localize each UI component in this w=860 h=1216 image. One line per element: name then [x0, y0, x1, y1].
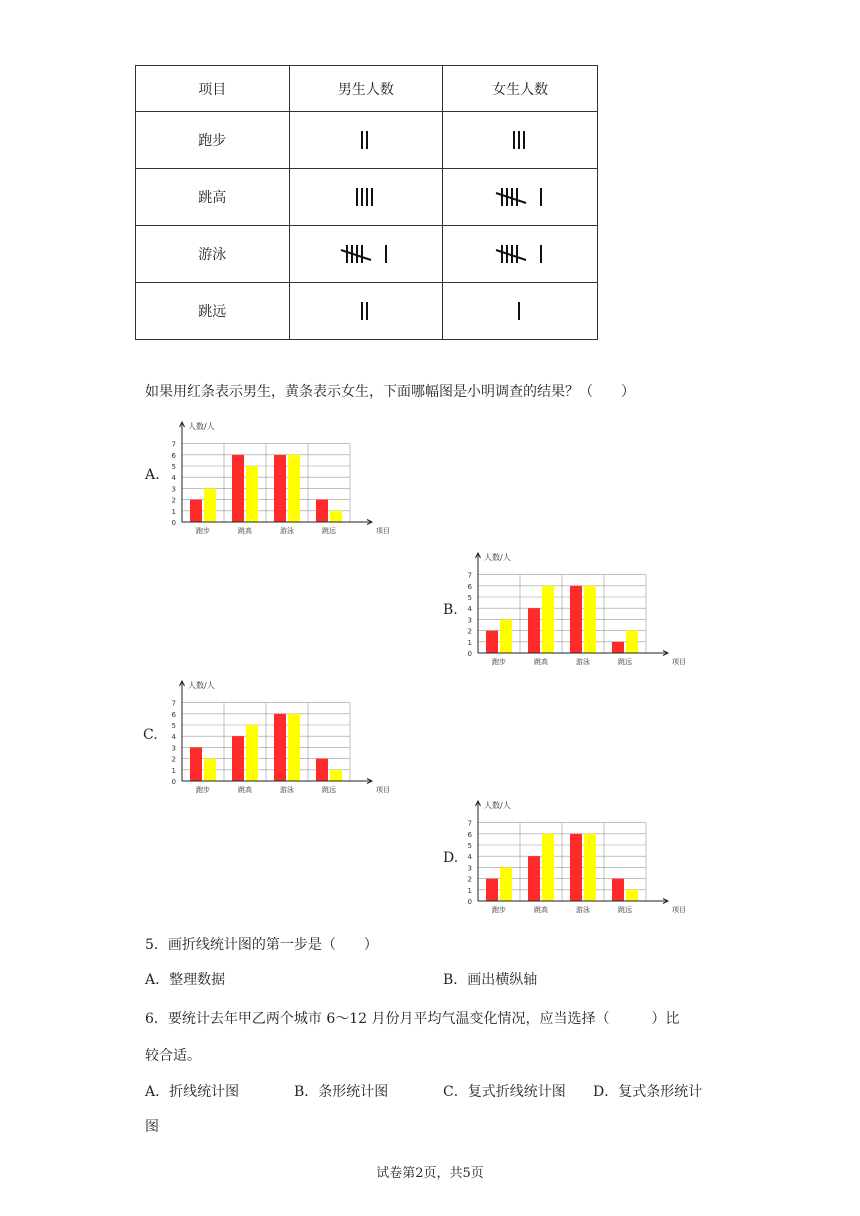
bar-chart	[170, 679, 390, 801]
chart-option-b	[466, 551, 686, 673]
y-axis-label: 人数/人	[484, 553, 511, 562]
bar-girls	[246, 725, 258, 781]
tally-marks	[494, 242, 547, 266]
y-tick-label: 6	[467, 582, 472, 591]
x-tick-label: 跳远	[322, 786, 336, 794]
x-tick-label: 跑步	[196, 527, 210, 535]
row-label: 跳远	[136, 283, 290, 340]
bar-boys	[486, 631, 498, 653]
bar-girls	[584, 586, 596, 653]
tally-marks	[359, 128, 373, 152]
bar-boys	[486, 879, 498, 901]
tally-girls	[443, 283, 598, 340]
y-tick-label: 2	[467, 875, 472, 884]
bar-boys	[190, 747, 202, 781]
question-4-text: 如果用红条表示男生，黄条表示女生，下面哪幅图是小明调查的结果？（ ）	[145, 384, 635, 400]
x-tick-label: 跑步	[196, 786, 210, 794]
option-d-label: D.	[443, 850, 459, 866]
y-axis-label: 人数/人	[188, 681, 215, 690]
bar-girls	[330, 511, 342, 522]
bar-boys	[612, 642, 624, 653]
bar-girls	[330, 770, 342, 781]
bar-chart	[170, 420, 390, 542]
question-6-option-d-cont: 图	[145, 1119, 159, 1135]
x-axis-label: 项目	[672, 658, 686, 666]
bar-boys	[190, 500, 202, 522]
bar-girls	[246, 466, 258, 522]
bar-girls	[204, 488, 216, 522]
bar-girls	[542, 586, 554, 653]
tally-girls	[443, 112, 598, 169]
header-boys: 男生人数	[289, 66, 443, 112]
y-tick-label: 1	[467, 886, 472, 895]
chart-option-a	[170, 420, 390, 542]
tally-boys	[289, 226, 443, 283]
y-tick-label: 3	[467, 864, 472, 873]
bar-chart	[466, 551, 686, 673]
table-header-row	[136, 66, 598, 112]
row-label: 跳高	[136, 169, 290, 226]
header-item: 项目	[136, 66, 290, 112]
bar-girls	[584, 834, 596, 901]
y-tick-label: 2	[171, 496, 176, 505]
row-label: 游泳	[136, 226, 290, 283]
x-axis-label: 项目	[376, 527, 390, 535]
question-6-option-c: C．复式折线统计图	[443, 1084, 566, 1100]
question-6-option-b: B．条形统计图	[294, 1084, 389, 1100]
bar-girls	[204, 759, 216, 781]
tally-girls	[443, 169, 598, 226]
question-5-option-a: A．整理数据	[145, 972, 226, 988]
bar-boys	[232, 455, 244, 522]
question-6-option-d: D．复式条形统计	[593, 1084, 703, 1100]
y-tick-label: 6	[171, 451, 176, 460]
chart-option-c	[170, 679, 390, 801]
bar-boys	[570, 834, 582, 901]
bar-girls	[288, 714, 300, 781]
table-row	[136, 226, 598, 283]
y-tick-label: 7	[171, 440, 176, 449]
y-tick-label: 0	[171, 778, 176, 786]
y-axis-label: 人数/人	[484, 801, 511, 810]
question-6-option-a: A．折线统计图	[145, 1084, 240, 1100]
y-tick-label: 2	[171, 755, 176, 764]
tally-marks	[511, 128, 530, 152]
tally-boys	[289, 169, 443, 226]
tally-marks	[494, 185, 547, 209]
bar-girls	[500, 867, 512, 901]
bar-boys	[612, 879, 624, 901]
option-a-label: A.	[145, 467, 160, 483]
bar-girls	[288, 455, 300, 522]
y-tick-label: 0	[467, 898, 472, 906]
y-tick-label: 6	[467, 830, 472, 839]
tally-marks	[354, 185, 378, 209]
question-6-line1: 6．要统计去年甲乙两个城市 6～12 月份月平均气温变化情况，应当选择（ ）比	[145, 1011, 680, 1027]
x-tick-label: 跳高	[238, 527, 252, 535]
row-label: 跑步	[136, 112, 290, 169]
x-axis-label: 项目	[376, 786, 390, 794]
question-5-text: 5．画折线统计图的第一步是（ ）	[145, 937, 378, 953]
y-tick-label: 3	[467, 616, 472, 625]
table-row	[136, 112, 598, 169]
y-tick-label: 4	[171, 733, 176, 742]
page-footer: 试卷第2页，共5页	[376, 1166, 484, 1181]
bar-boys	[528, 856, 540, 901]
bar-girls	[542, 834, 554, 901]
x-axis-label: 项目	[672, 906, 686, 914]
question-6-line2: 较合适。	[145, 1048, 201, 1064]
table-row	[136, 283, 598, 340]
x-tick-label: 游泳	[280, 527, 294, 535]
y-tick-label: 0	[171, 519, 176, 527]
bar-boys	[570, 586, 582, 653]
tally-marks	[359, 299, 373, 323]
bar-girls	[626, 890, 638, 901]
y-tick-label: 1	[171, 507, 176, 516]
bar-chart	[466, 799, 686, 921]
tally-boys	[289, 283, 443, 340]
y-tick-label: 3	[171, 485, 176, 494]
bar-boys	[274, 455, 286, 522]
y-tick-label: 7	[467, 571, 472, 580]
option-b-label: B.	[443, 602, 458, 618]
bar-boys	[316, 759, 328, 781]
question-5-option-b: B．画出横纵轴	[443, 972, 538, 988]
bar-boys	[528, 608, 540, 653]
table-row	[136, 169, 598, 226]
y-tick-label: 5	[467, 594, 472, 602]
y-axis-label: 人数/人	[188, 422, 215, 431]
x-tick-label: 跳高	[534, 658, 548, 666]
tally-marks	[516, 299, 525, 323]
x-tick-label: 跳高	[534, 906, 548, 914]
y-tick-label: 6	[171, 710, 176, 719]
x-tick-label: 游泳	[280, 786, 294, 794]
x-tick-label: 跑步	[492, 658, 506, 666]
header-girls: 女生人数	[443, 66, 598, 112]
y-tick-label: 5	[467, 842, 472, 850]
y-tick-label: 2	[467, 627, 472, 636]
bar-girls	[500, 619, 512, 653]
y-tick-label: 1	[467, 638, 472, 647]
y-tick-label: 7	[171, 699, 176, 708]
y-tick-label: 0	[467, 650, 472, 658]
bar-girls	[626, 631, 638, 653]
y-tick-label: 1	[171, 766, 176, 775]
bar-boys	[316, 500, 328, 522]
y-tick-label: 4	[467, 853, 472, 862]
x-tick-label: 游泳	[576, 906, 590, 914]
y-tick-label: 5	[171, 463, 176, 471]
x-tick-label: 跳远	[322, 527, 336, 535]
x-tick-label: 跳远	[618, 906, 632, 914]
y-tick-label: 5	[171, 722, 176, 730]
tally-girls	[443, 226, 598, 283]
y-tick-label: 4	[171, 474, 176, 483]
x-tick-label: 跳高	[238, 786, 252, 794]
y-tick-label: 7	[467, 819, 472, 828]
tally-table	[135, 65, 598, 340]
option-c-label: C.	[143, 727, 158, 743]
y-tick-label: 4	[467, 605, 472, 614]
x-tick-label: 跑步	[492, 906, 506, 914]
y-tick-label: 3	[171, 744, 176, 753]
bar-boys	[274, 714, 286, 781]
x-tick-label: 跳远	[618, 658, 632, 666]
tally-boys	[289, 112, 443, 169]
tally-marks	[339, 242, 392, 266]
bar-boys	[232, 736, 244, 781]
x-tick-label: 游泳	[576, 658, 590, 666]
chart-option-d	[466, 799, 686, 921]
